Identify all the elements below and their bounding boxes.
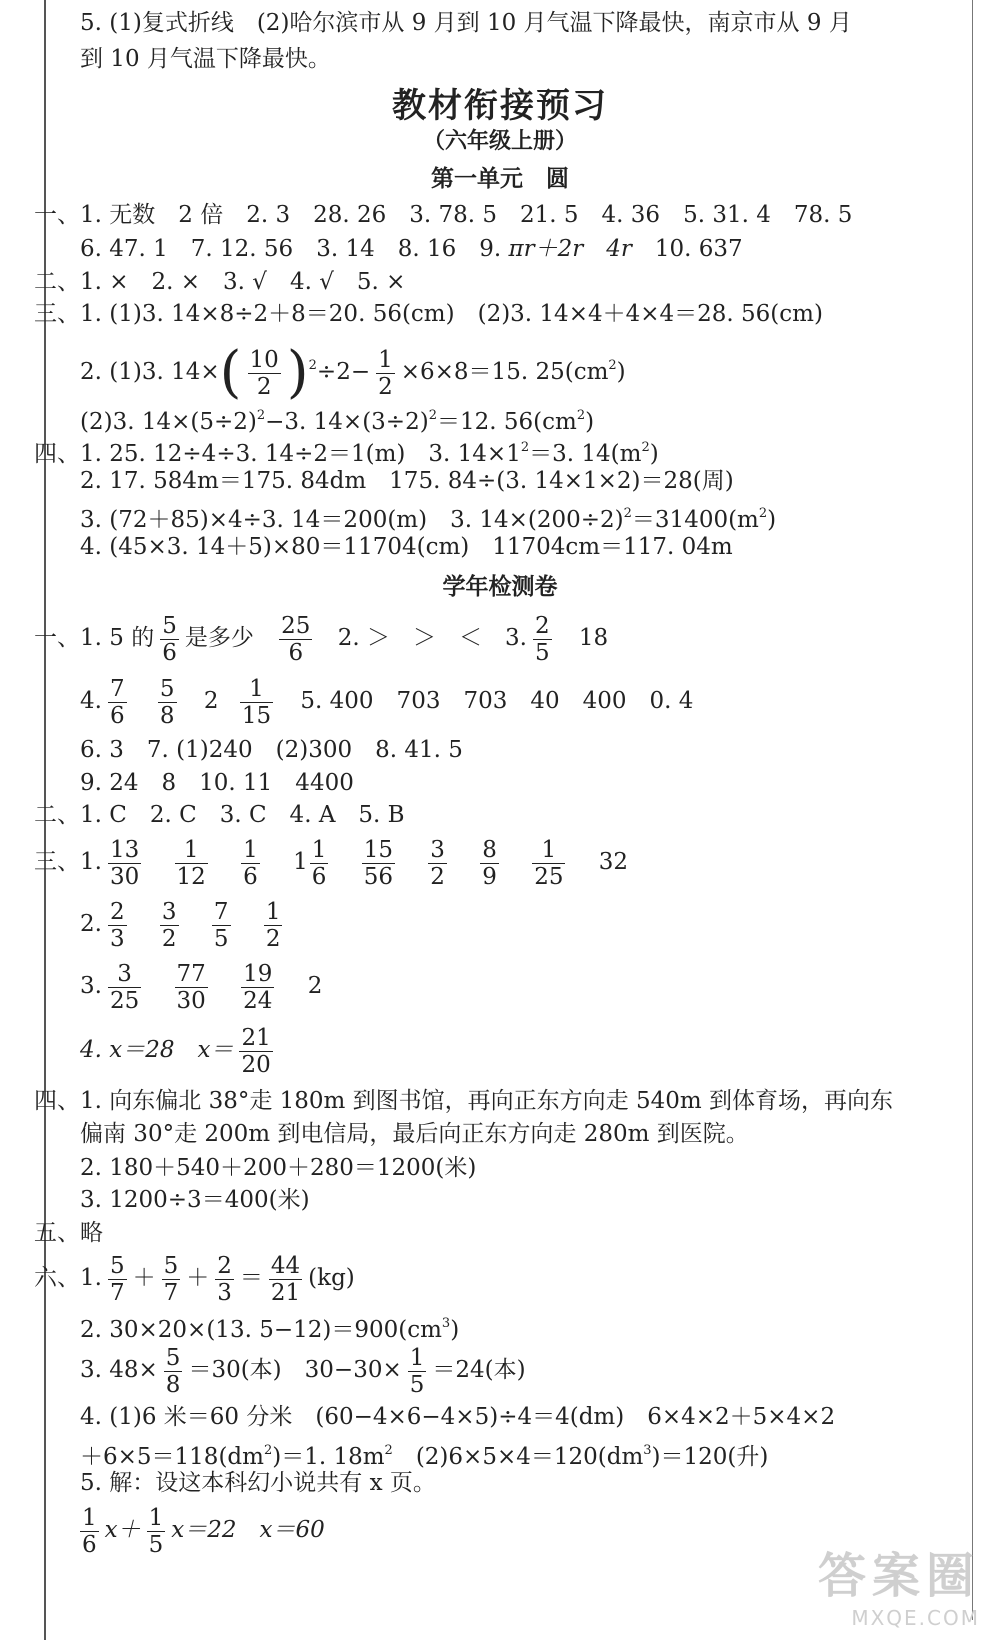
fraction: $\frac{7}{5}$ [213,898,229,952]
exam-row-5: 二、1. C 2. C 3. C 4. A 5. B [34,802,405,828]
section-title: 教材衔接预习 [392,86,608,126]
u1-row-5-a: 2. (1)3. 14× [80,359,220,385]
fraction: $\frac{77}{30}$ [176,960,206,1014]
fraction: $\frac{25}{6}$ [281,612,311,666]
fraction: $\frac{10}{2}$ [249,346,279,400]
exam-row-3: 6. 3 7. (1)240 (2)300 8. 41. 5 [80,737,463,763]
exam-row-12: 2. 180＋540＋200＋280＝1200(米) [80,1155,477,1181]
exam-row-6: 三、1. $\frac{13}{30}$ $\frac{1}{12}$ $\frac{1}{6}$ 1 $\frac{1}{6}$ $\frac{15}{56}$ $\frac{3}{2}$ $\frac{8}{9}$ $\frac{1}{25}$ 32 [34,836,629,890]
fraction: $\frac{1}{6}$ [311,836,327,890]
fraction: $\frac{1}{25}$ [534,836,564,890]
u1-row-1: 一、1. 无数 2 倍 2. 3 28. 26 3. 78. 5 21. 5 4. 36 5. 31. 4 78. 5 [34,202,853,228]
exam-row-8: 3. $\frac{3}{25}$ $\frac{77}{30}$ $\frac{19}{24}$ 2 [80,960,323,1014]
fraction: $\frac{1}{12}$ [176,836,206,890]
fraction: $\frac{3}{2}$ [161,898,177,952]
fraction: $\frac{13}{30}$ [109,836,140,890]
exam-row-7: 2. $\frac{2}{3}$ $\frac{3}{2}$ $\frac{7}{5}$ $\frac{1}{2}$ [80,898,281,952]
fraction: $\frac{2}{3}$ [109,898,125,952]
fraction: $\frac{1}{5}$ [148,1504,164,1558]
fraction: $\frac{8}{9}$ [482,836,497,890]
exam-row-20: 5. 解：设这本科幻小说共有 x 页。 [80,1470,436,1496]
exam-row-2: 4. $\frac{7}{6}$ $\frac{5}{8}$ 2 $\frac{1}{15}$ 5. 400 703 703 40 400 0. 4 [80,675,694,729]
exam-row-11: 偏南 30°走 200m 到电信局，最后向正东方向走 280m 到医院。 [80,1121,749,1147]
fraction: $\frac{1}{6}$ [243,836,258,890]
exam-title: 学年检测卷 [442,573,558,600]
section-subtitle: （六年级上册） [422,128,577,154]
fraction: $\frac{1}{15}$ [241,675,272,729]
left-paren: ( [219,340,242,405]
fraction: $\frac{1}{2}$ [265,898,281,952]
exam-row-4: 9. 24 8 10. 11 4400 [80,770,354,796]
fraction: $\frac{3}{25}$ [109,960,140,1014]
fraction: $\frac{5}{6}$ [162,612,177,666]
fraction: $\frac{15}{56}$ [363,836,393,890]
exam-row-15: 六、1. $\frac{5}{7}$ ＋ $\frac{5}{7}$ ＋ $\frac{2}{3}$ ＝ $\frac{44}{21}$ (kg) [34,1252,355,1306]
u1-row-2-mid: 4r [583,236,632,262]
u1-row-9: 3. (72＋85)×4÷3. 14＝200(m) 3. $14\times(200\div 2)^2=31400(m^2)$ [80,506,777,533]
prev-answer-line-2: 到 10 月气温下降最快。 [80,46,331,72]
u1-row-5: 2. (1)3. 14×( $\frac{10}{2}$ )$^2$÷2− $\frac{1}{2}$ ×6×8＝15. $25(cm^2)$ [80,340,626,405]
fraction: $\frac{19}{24}$ [243,960,273,1014]
u1-row-2-pi: πr＋2r [508,236,584,262]
fraction: $\frac{1}{2}$ [378,346,393,400]
unit-title: 第一单元 圆 [431,165,569,192]
fraction: $\frac{21}{20}$ [241,1024,271,1078]
exam-row-19: $+6\times 5=118(dm^2)=1$. $18m^2$ $(2)6\times 5\times 4=120(dm^3)=120$(升) [80,1443,769,1470]
fraction: $\frac{2}{5}$ [534,612,550,666]
exam-row-1: 一、1. 5 的 $\frac{5}{6}$ 是多少 $\frac{25}{6}$ 2. ＞ ＞ ＜ 3. $\frac{2}{5}$ 18 [34,612,609,666]
u1-row-7: 四、1. 25. 12÷4÷3. 14÷2＝1(m) 3. $14\times 1^2=3$. $14(m^2)$ [34,440,659,467]
fraction: $\frac{1}{5}$ [409,1344,425,1398]
u1-row-10: 4. (45×3. 14＋5)×80＝11704(cm) 11704cm＝117. 04m [80,534,733,560]
exam-row-17: 3. 48× $\frac{5}{8}$ ＝30(本) 30−30× $\frac{1}{5}$ ＝24(本) [80,1344,526,1398]
exam-row-21: $\frac{1}{6}$ x＋ $\frac{1}{5}$ x＝22 x＝60 [82,1504,325,1558]
u1-row-2-post: 10. 637 [631,236,743,262]
exam-row-10: 四、1. 向东偏北 38°走 180m 到图书馆，再向正东方向走 540m 到体育场，再向东 [34,1088,893,1114]
fraction: $\frac{44}{21}$ [270,1252,301,1306]
fraction: $\frac{5}{7}$ [163,1252,179,1306]
u1-row-4: 三、1. (1)3. 14×8÷2＋8＝20. 56(cm) (2)3. 14×4＋4×4＝28. 56(cm) [34,301,823,327]
fraction: $\frac{5}{7}$ [109,1252,125,1306]
right-margin-rule [972,0,973,1620]
prev-answer-line-1: 5. (1)复式折线 (2)哈尔滨市从 9 月到 10 月气温下降最快，南京市从 9 月 [80,10,852,36]
u1-row-2-pre: 6. 47. 1 7. 12. 56 3. 14 8. 16 9. [80,236,509,262]
right-paren: ) [286,340,309,405]
exam-row-13: 3. 1200÷3＝400(米) [80,1187,310,1213]
u1-row-8: 2. 17. 584m＝175. 84dm 175. 84÷(3. 14×1×2)＝28(周) [80,468,734,494]
exam-row-9: 4. x＝28 x＝ $\frac{21}{20}$ [80,1024,271,1078]
u1-row-3: 二、1. × 2. × 3. √ 4. √ 5. × [34,269,406,295]
exam-row-14: 五、略 [34,1220,103,1246]
fraction: $\frac{1}{6}$ [82,1504,97,1558]
fraction: $\frac{7}{6}$ [109,675,125,729]
fraction: $\frac{3}{2}$ [430,836,445,890]
u1-row-6: (2)3. $14\times(5\div 2)^2-3$. $14\times(3\div 2)^2=12$. $56(cm^2)$ [80,408,595,435]
fraction: $\frac{5}{8}$ [159,675,175,729]
fraction: $\frac{5}{8}$ [165,1344,181,1398]
u1-row-2 [80,234,743,264]
exam-row-18: 4. (1)6 米＝60 分米 (60−4×6−4×5)÷4＝4(dm) 6×4×2＋5×4×2 [80,1404,836,1430]
exam-row-16: 2. 30×20×(13. $5-12)=900(cm^3)$ [80,1316,460,1343]
watermark-logo: 答案圈 MXQE.COM [817,1548,980,1630]
fraction: $\frac{2}{3}$ [217,1252,232,1306]
